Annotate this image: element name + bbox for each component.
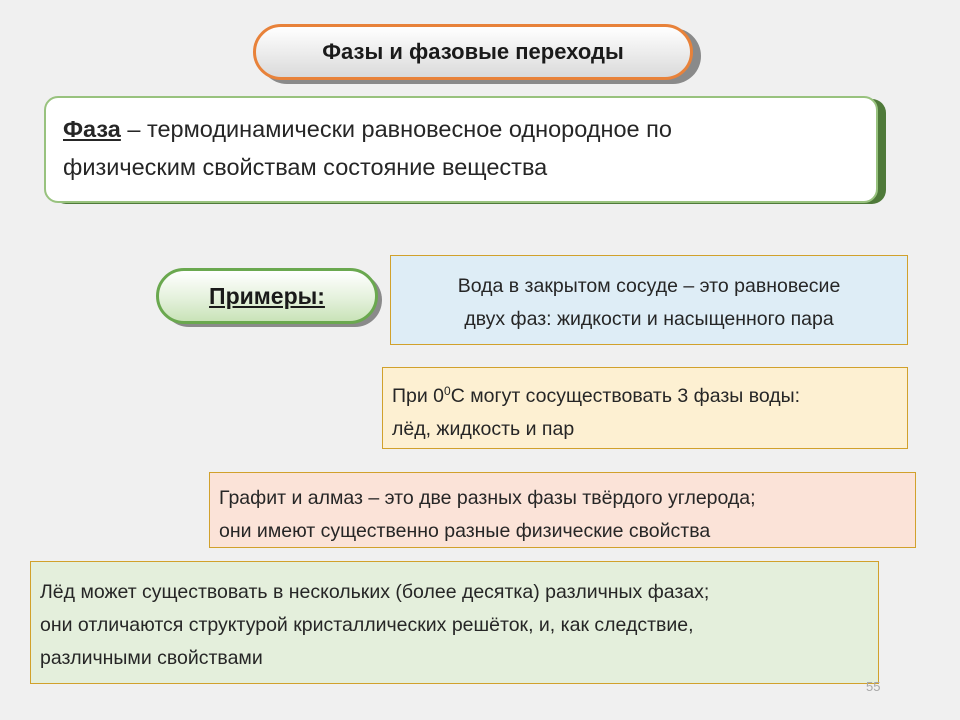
example-2-line-2: лёд, жидкость и пар: [392, 418, 575, 440]
example-box-ice: [30, 561, 879, 684]
definition-line-2: физическим свойствам состояние вещества: [63, 154, 548, 180]
example-box-triple-point: [382, 367, 908, 449]
example-2-line-1: [392, 380, 907, 413]
example-3-line-1: Графит и алмаз – это две разных фазы твёрдого углерода;: [219, 487, 756, 509]
definition-term: Фаза: [63, 116, 121, 142]
example-2-text-post: С могут сосуществовать 3 фазы воды:: [450, 385, 801, 407]
title-pill: [253, 24, 693, 80]
definition-box: [44, 96, 878, 203]
example-4-line-3: различными свойствами: [40, 647, 263, 669]
examples-label: Примеры:: [209, 282, 325, 309]
examples-label-pill: [156, 268, 378, 324]
definition-text-1: – термодинамически равновесное однородное по: [120, 116, 672, 142]
definition-line-1: [63, 110, 858, 148]
example-1-line-1: Вода в закрытом сосуде – это равновесие: [457, 275, 841, 297]
slide-title: Фазы и фазовые переходы: [322, 39, 624, 64]
example-3-line-2: они имеют существенно разные физические свойства: [219, 520, 711, 542]
page-number: 55: [866, 679, 881, 694]
example-box-water: [390, 255, 908, 345]
example-2-superscript: 0: [444, 384, 451, 398]
example-1-line-2: двух фаз: жидкости и насыщенного пара: [464, 308, 834, 330]
example-2-text-pre: При 0: [392, 385, 445, 407]
example-4-line-1: Лёд может существовать в нескольких (более десятка) различных фазах;: [40, 581, 710, 603]
example-box-carbon: [209, 472, 916, 548]
example-4-line-2: они отличаются структурой кристаллических решёток, и, как следствие,: [40, 614, 694, 636]
